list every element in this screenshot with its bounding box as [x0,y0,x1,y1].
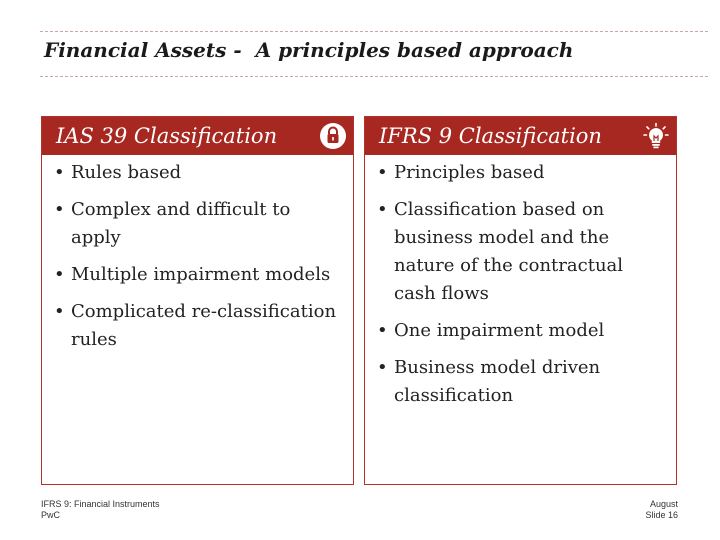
ifrs9-column [364,116,677,485]
ias39-header-label: IAS 39 Classification [56,124,278,148]
list-item: • Business model driven classification [375,354,666,410]
list-item: • Classification based on business model and the nature of the contractual cash flows [375,196,666,308]
list-item: • Complex and difficult to apply [52,196,343,252]
footer-company: PwC [41,510,61,520]
list-item: • Rules based [52,159,343,187]
ias39-bullet-list [42,155,353,354]
lock-icon [319,122,347,150]
ias39-column [41,116,354,485]
list-item: • Complicated re-classification rules [52,298,343,354]
footer-date: August [649,499,678,509]
ifrs9-header [365,117,676,155]
footer-document-title: IFRS 9: Financial Instruments [41,499,160,509]
list-item: • Multiple impairment models [52,261,343,289]
ifrs9-bullet-list [365,155,676,410]
footer-slide-number: Slide 16 [645,510,678,520]
footer-right [645,499,678,521]
footer-left [41,499,160,521]
list-item: • One impairment model [375,317,666,345]
ifrs9-header-label: IFRS 9 Classification [379,124,602,148]
lightbulb-icon [642,122,670,150]
ias39-header [42,117,353,155]
title-bottom-rule [40,76,708,77]
title-top-rule [40,31,708,32]
slide-title: Financial Assets - A principles based approach [44,38,574,62]
list-item: • Principles based [375,159,666,187]
